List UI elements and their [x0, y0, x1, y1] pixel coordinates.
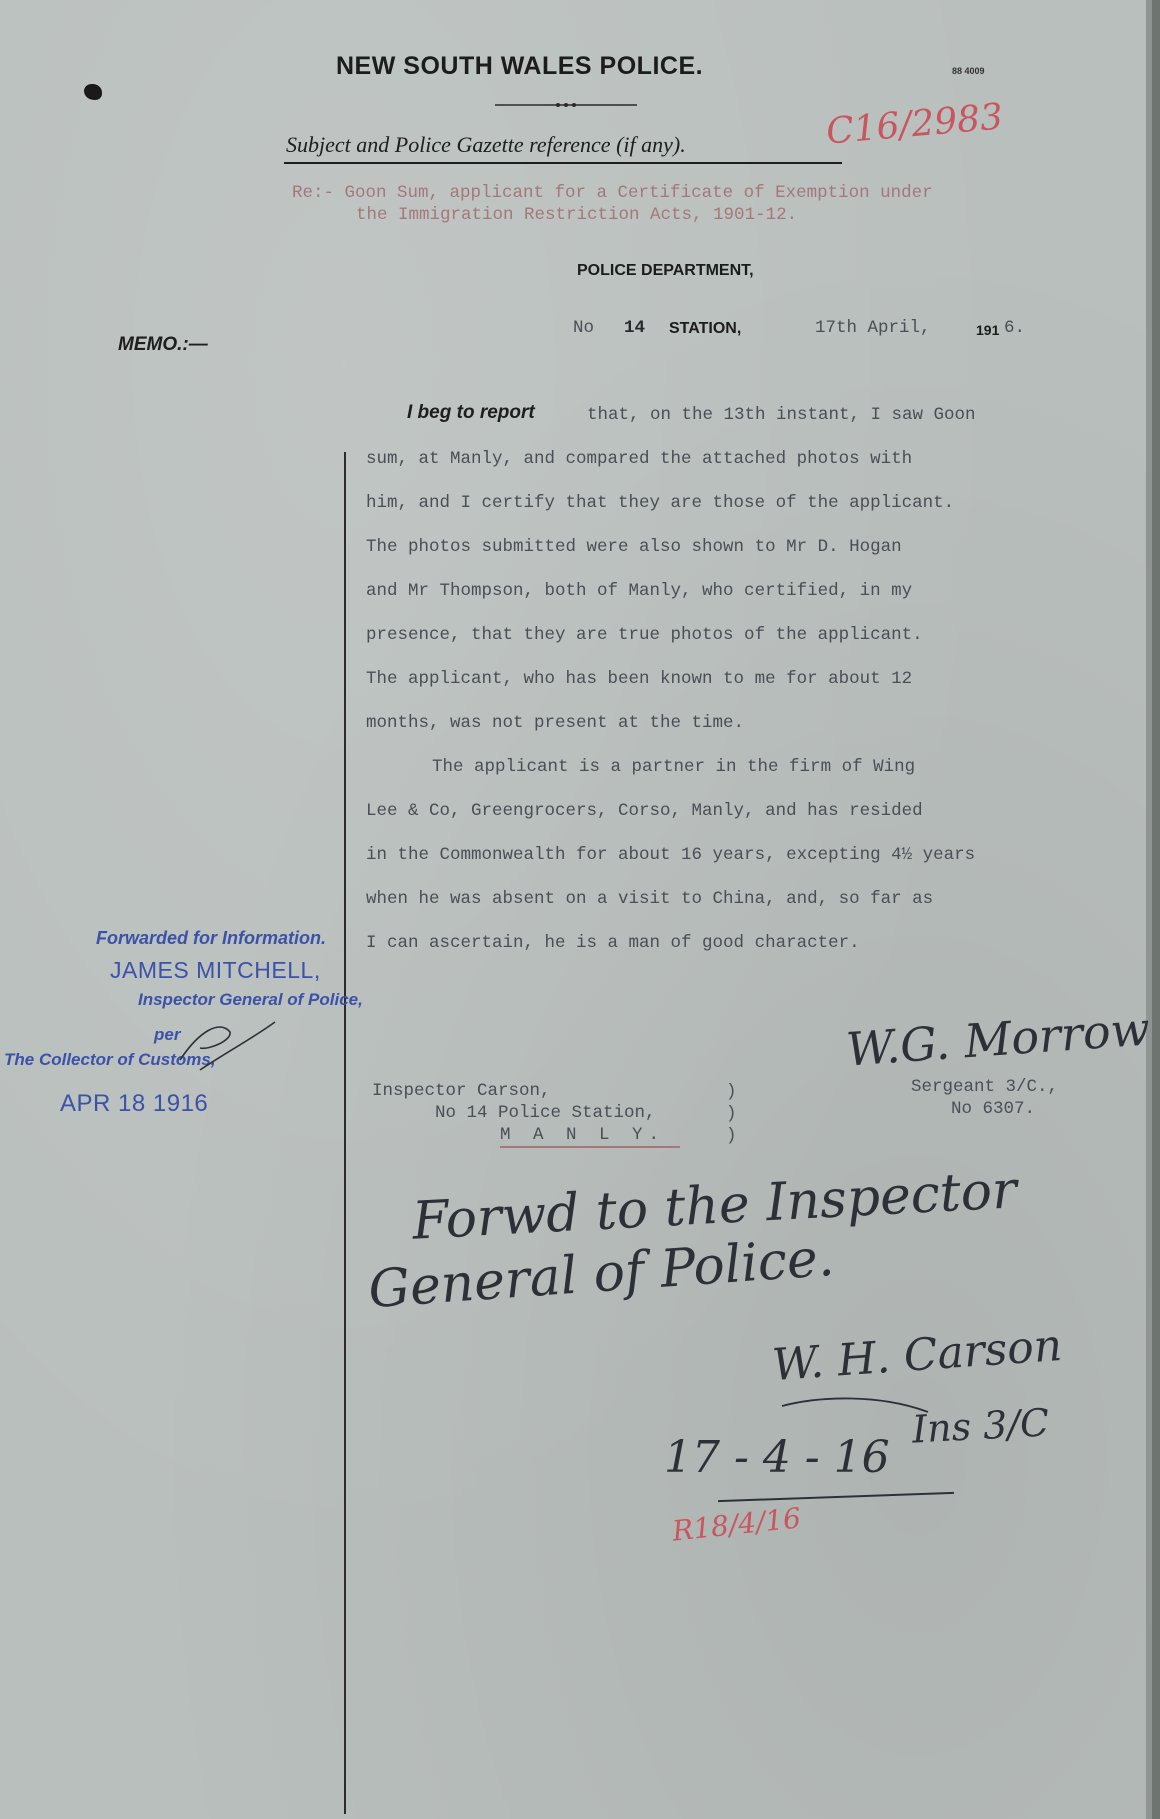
- report-line-1: that, on the 13th instant, I saw Goon: [587, 405, 976, 425]
- stamp-per: per: [154, 1025, 181, 1044]
- report-line-9: The applicant is a partner in the firm of Wing: [432, 757, 916, 777]
- department-heading: POLICE DEPARTMENT,: [577, 262, 754, 279]
- station-label: STATION,: [669, 320, 742, 337]
- margin-rule: [344, 452, 346, 1814]
- stamp-date: APR 18 1916: [60, 1090, 209, 1117]
- report-line-12: when he was absent on a visit to China, and, so far as: [366, 889, 934, 909]
- sender-rank: Sergeant 3/C.,: [911, 1077, 1059, 1097]
- addressee-brackets: ) ) ): [726, 1082, 737, 1146]
- report-lead: I beg to report: [407, 402, 535, 423]
- addressee-line-1: Inspector Carson,: [372, 1081, 551, 1101]
- subject-line-1: Re:- Goon Sum, applicant for a Certificate of Exemption under: [292, 183, 933, 203]
- minute-date: 17 - 4 - 16: [664, 1432, 890, 1483]
- form-code: 88 4009: [952, 66, 985, 76]
- stamp-pen-flourish: [170, 1010, 280, 1090]
- title-rule: [495, 100, 637, 110]
- document-title: NEW SOUTH WALES POLICE.: [336, 52, 704, 80]
- subject-label: Subject and Police Gazette reference (if any).: [286, 132, 686, 157]
- report-line-2: sum, at Manly, and compared the attached photos with: [366, 449, 913, 469]
- minute-line-1: Forwd to the Inspector: [410, 1160, 1019, 1252]
- report-line-6: presence, that they are true photos of the applicant.: [366, 625, 923, 645]
- punch-hole-mark: [84, 84, 102, 100]
- stamp-forwarded: Forwarded for Information.: [96, 928, 327, 948]
- report-line-4: The photos submitted were also shown to Mr D. Hogan: [366, 537, 902, 557]
- station-year-printed: 191: [976, 322, 1000, 338]
- report-line-8: months, was not present at the time.: [366, 713, 745, 733]
- station-number: 14: [624, 318, 646, 338]
- station-date: 17th April,: [815, 318, 931, 338]
- report-line-10: Lee & Co, Greengrocers, Corso, Manly, and has resided: [366, 801, 923, 821]
- report-line-7: The applicant, who has been known to me for about 12: [366, 669, 913, 689]
- report-line-11: in the Commonwealth for about 16 years, excepting 4½ years: [366, 845, 976, 865]
- minute-title: Ins 3/C: [910, 1400, 1051, 1452]
- stamp-collector: The Collector of Customs,: [4, 1050, 216, 1069]
- subject-line-2: the Immigration Restriction Acts, 1901-12.: [356, 205, 798, 225]
- report-line-5: and Mr Thompson, both of Manly, who certified, in my: [366, 581, 913, 601]
- subject-underline: [284, 162, 842, 164]
- minute-line-2: General of Police.: [366, 1227, 837, 1321]
- received-mark: R18/4/16: [670, 1501, 803, 1548]
- addressee-underline: [500, 1146, 680, 1148]
- station-no-label: No: [573, 318, 595, 338]
- sender-number: No 6307.: [951, 1099, 1036, 1119]
- minute-signature: W. H. Carson: [770, 1319, 1064, 1392]
- report-line-13: I can ascertain, he is a man of good character.: [366, 933, 860, 953]
- file-reference: C16/2983: [824, 96, 1005, 153]
- station-year-typed: 6.: [1004, 318, 1026, 338]
- stamp-name: JAMES MITCHELL,: [110, 957, 321, 983]
- minute-signature-flourish: [780, 1392, 930, 1422]
- sender-signature: W.G. Morrow: [844, 1001, 1152, 1077]
- stamp-title: Inspector General of Police,: [138, 990, 363, 1009]
- report-line-3: him, and I certify that they are those of the applicant.: [366, 493, 955, 513]
- minute-date-underline: [718, 1492, 954, 1502]
- addressee-line-3: M A N L Y.: [500, 1125, 666, 1145]
- addressee-line-2: No 14 Police Station,: [435, 1103, 656, 1123]
- memo-label: MEMO.:—: [118, 334, 208, 355]
